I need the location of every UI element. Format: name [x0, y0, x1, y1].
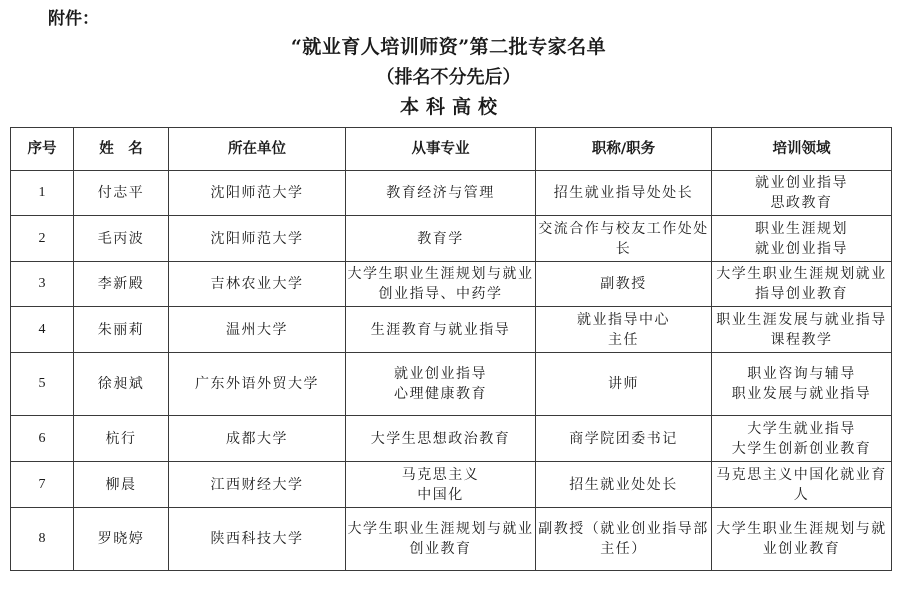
header-major: 从事专业 — [346, 128, 536, 171]
cell-title-line: 就业指导中心 — [577, 311, 670, 328]
table-row — [11, 262, 892, 307]
table-row — [11, 171, 892, 216]
cell-major — [346, 307, 536, 353]
cell-no: 1 — [11, 171, 74, 216]
cell-name: 柳晨 — [74, 462, 169, 508]
cell-title-line: 招生就业指导处处长 — [553, 185, 694, 201]
cell-title — [536, 353, 712, 416]
cell-no: 7 — [11, 462, 74, 508]
cell-title — [536, 262, 712, 307]
document-title: “就业育人培训师资”第二批专家名单 — [290, 36, 607, 58]
cell-field-line: 职业生涯规划 — [755, 220, 848, 237]
cell-major-line: 大学生职业生涯规划与就业创业指导、中药学 — [347, 266, 534, 302]
cell-name: 朱丽莉 — [74, 307, 169, 353]
cell-field-line: 大学生创新创业教育 — [731, 440, 872, 457]
cell-major-line: 心理健康教育 — [394, 386, 487, 402]
table-row — [11, 353, 892, 416]
cell-major-line: 马克思主义 — [401, 466, 480, 483]
cell-name: 李新殿 — [74, 262, 169, 307]
cell-field-line: 课程教学 — [770, 331, 833, 348]
cell-unit: 江西财经大学 — [169, 462, 346, 508]
cell-field — [712, 508, 892, 571]
cell-field-line: 职业咨询与辅导 — [747, 366, 856, 382]
table-row — [11, 462, 892, 508]
cell-field-line: 就业创业指导 — [755, 240, 848, 257]
cell-name: 毛丙波 — [74, 216, 169, 262]
cell-unit: 吉林农业大学 — [169, 262, 346, 307]
cell-field-line: 职业发展与就业指导 — [731, 386, 872, 402]
cell-no: 8 — [11, 508, 74, 571]
cell-major-line: 中国化 — [417, 486, 464, 503]
cell-title — [536, 462, 712, 508]
cell-no: 3 — [11, 262, 74, 307]
cell-major — [346, 416, 536, 462]
cell-no: 6 — [11, 416, 74, 462]
cell-field-line: 大学生职业生涯规划就业指导创业教育 — [716, 266, 887, 302]
table-row — [11, 416, 892, 462]
cell-no: 2 — [11, 216, 74, 262]
table-row — [11, 216, 892, 262]
cell-name: 杭行 — [74, 416, 169, 462]
cell-title — [536, 171, 712, 216]
cell-title-line: 主任 — [608, 331, 639, 348]
header-field: 培训领域 — [712, 128, 892, 171]
document-subtitle: （排名不分先后） — [376, 67, 521, 88]
attachment-label: 附件： — [48, 9, 99, 29]
cell-major-line: 教育学 — [417, 230, 464, 247]
header-name: 姓 名 — [74, 128, 169, 171]
cell-field-line: 思政教育 — [770, 195, 833, 211]
cell-field — [712, 307, 892, 353]
cell-field — [712, 462, 892, 508]
cell-major-line: 大学生思想政治教育 — [370, 430, 511, 447]
cell-name: 付志平 — [74, 171, 169, 216]
cell-field-line: 大学生就业指导 — [747, 420, 856, 437]
cell-title-line: 招生就业处处长 — [569, 476, 678, 493]
cell-title — [536, 508, 712, 571]
cell-field-line: 职业生涯发展与就业指导 — [716, 311, 887, 328]
cell-major-line: 大学生职业生涯规划与就业创业教育 — [347, 521, 534, 557]
cell-field — [712, 416, 892, 462]
cell-major — [346, 262, 536, 307]
table-body — [11, 171, 892, 571]
cell-no: 4 — [11, 307, 74, 353]
cell-field — [712, 171, 892, 216]
cell-major — [346, 216, 536, 262]
header-title: 职称/职务 — [536, 128, 712, 171]
cell-field-line: 就业创业指导 — [755, 175, 848, 191]
cell-title-line: 副教授（就业创业指导部主任） — [538, 521, 709, 557]
cell-major — [346, 462, 536, 508]
cell-unit: 温州大学 — [169, 307, 346, 353]
header-no: 序号 — [11, 128, 74, 171]
cell-field-line: 大学生职业生涯规划与就业创业教育 — [716, 521, 887, 557]
cell-title-line: 副教授 — [600, 276, 647, 292]
cell-field — [712, 353, 892, 416]
cell-title-line: 讲师 — [608, 376, 639, 392]
table-row — [11, 508, 892, 571]
cell-major — [346, 508, 536, 571]
cell-major-line: 教育经济与管理 — [386, 185, 495, 201]
cell-title-line: 交流合作与校友工作处处长 — [538, 220, 709, 257]
expert-table — [10, 127, 892, 571]
cell-field-line: 马克思主义中国化就业育人 — [716, 466, 887, 503]
table-row — [11, 307, 892, 353]
cell-unit: 沈阳师范大学 — [169, 171, 346, 216]
cell-title — [536, 216, 712, 262]
table-header-row — [11, 128, 892, 171]
cell-name: 罗晓婷 — [74, 508, 169, 571]
cell-title-line: 商学院团委书记 — [569, 430, 678, 447]
cell-major — [346, 353, 536, 416]
cell-unit: 沈阳师范大学 — [169, 216, 346, 262]
cell-unit: 陕西科技大学 — [169, 508, 346, 571]
cell-field — [712, 262, 892, 307]
cell-field — [712, 216, 892, 262]
cell-major — [346, 171, 536, 216]
cell-major-line: 生涯教育与就业指导 — [370, 321, 511, 338]
cell-unit: 广东外语外贸大学 — [169, 353, 346, 416]
cell-no: 5 — [11, 353, 74, 416]
cell-title — [536, 416, 712, 462]
cell-unit: 成都大学 — [169, 416, 346, 462]
cell-name: 徐昶斌 — [74, 353, 169, 416]
cell-title — [536, 307, 712, 353]
cell-major-line: 就业创业指导 — [394, 366, 487, 382]
header-unit: 所在单位 — [169, 128, 346, 171]
category-heading: 本科高校 — [399, 96, 504, 118]
